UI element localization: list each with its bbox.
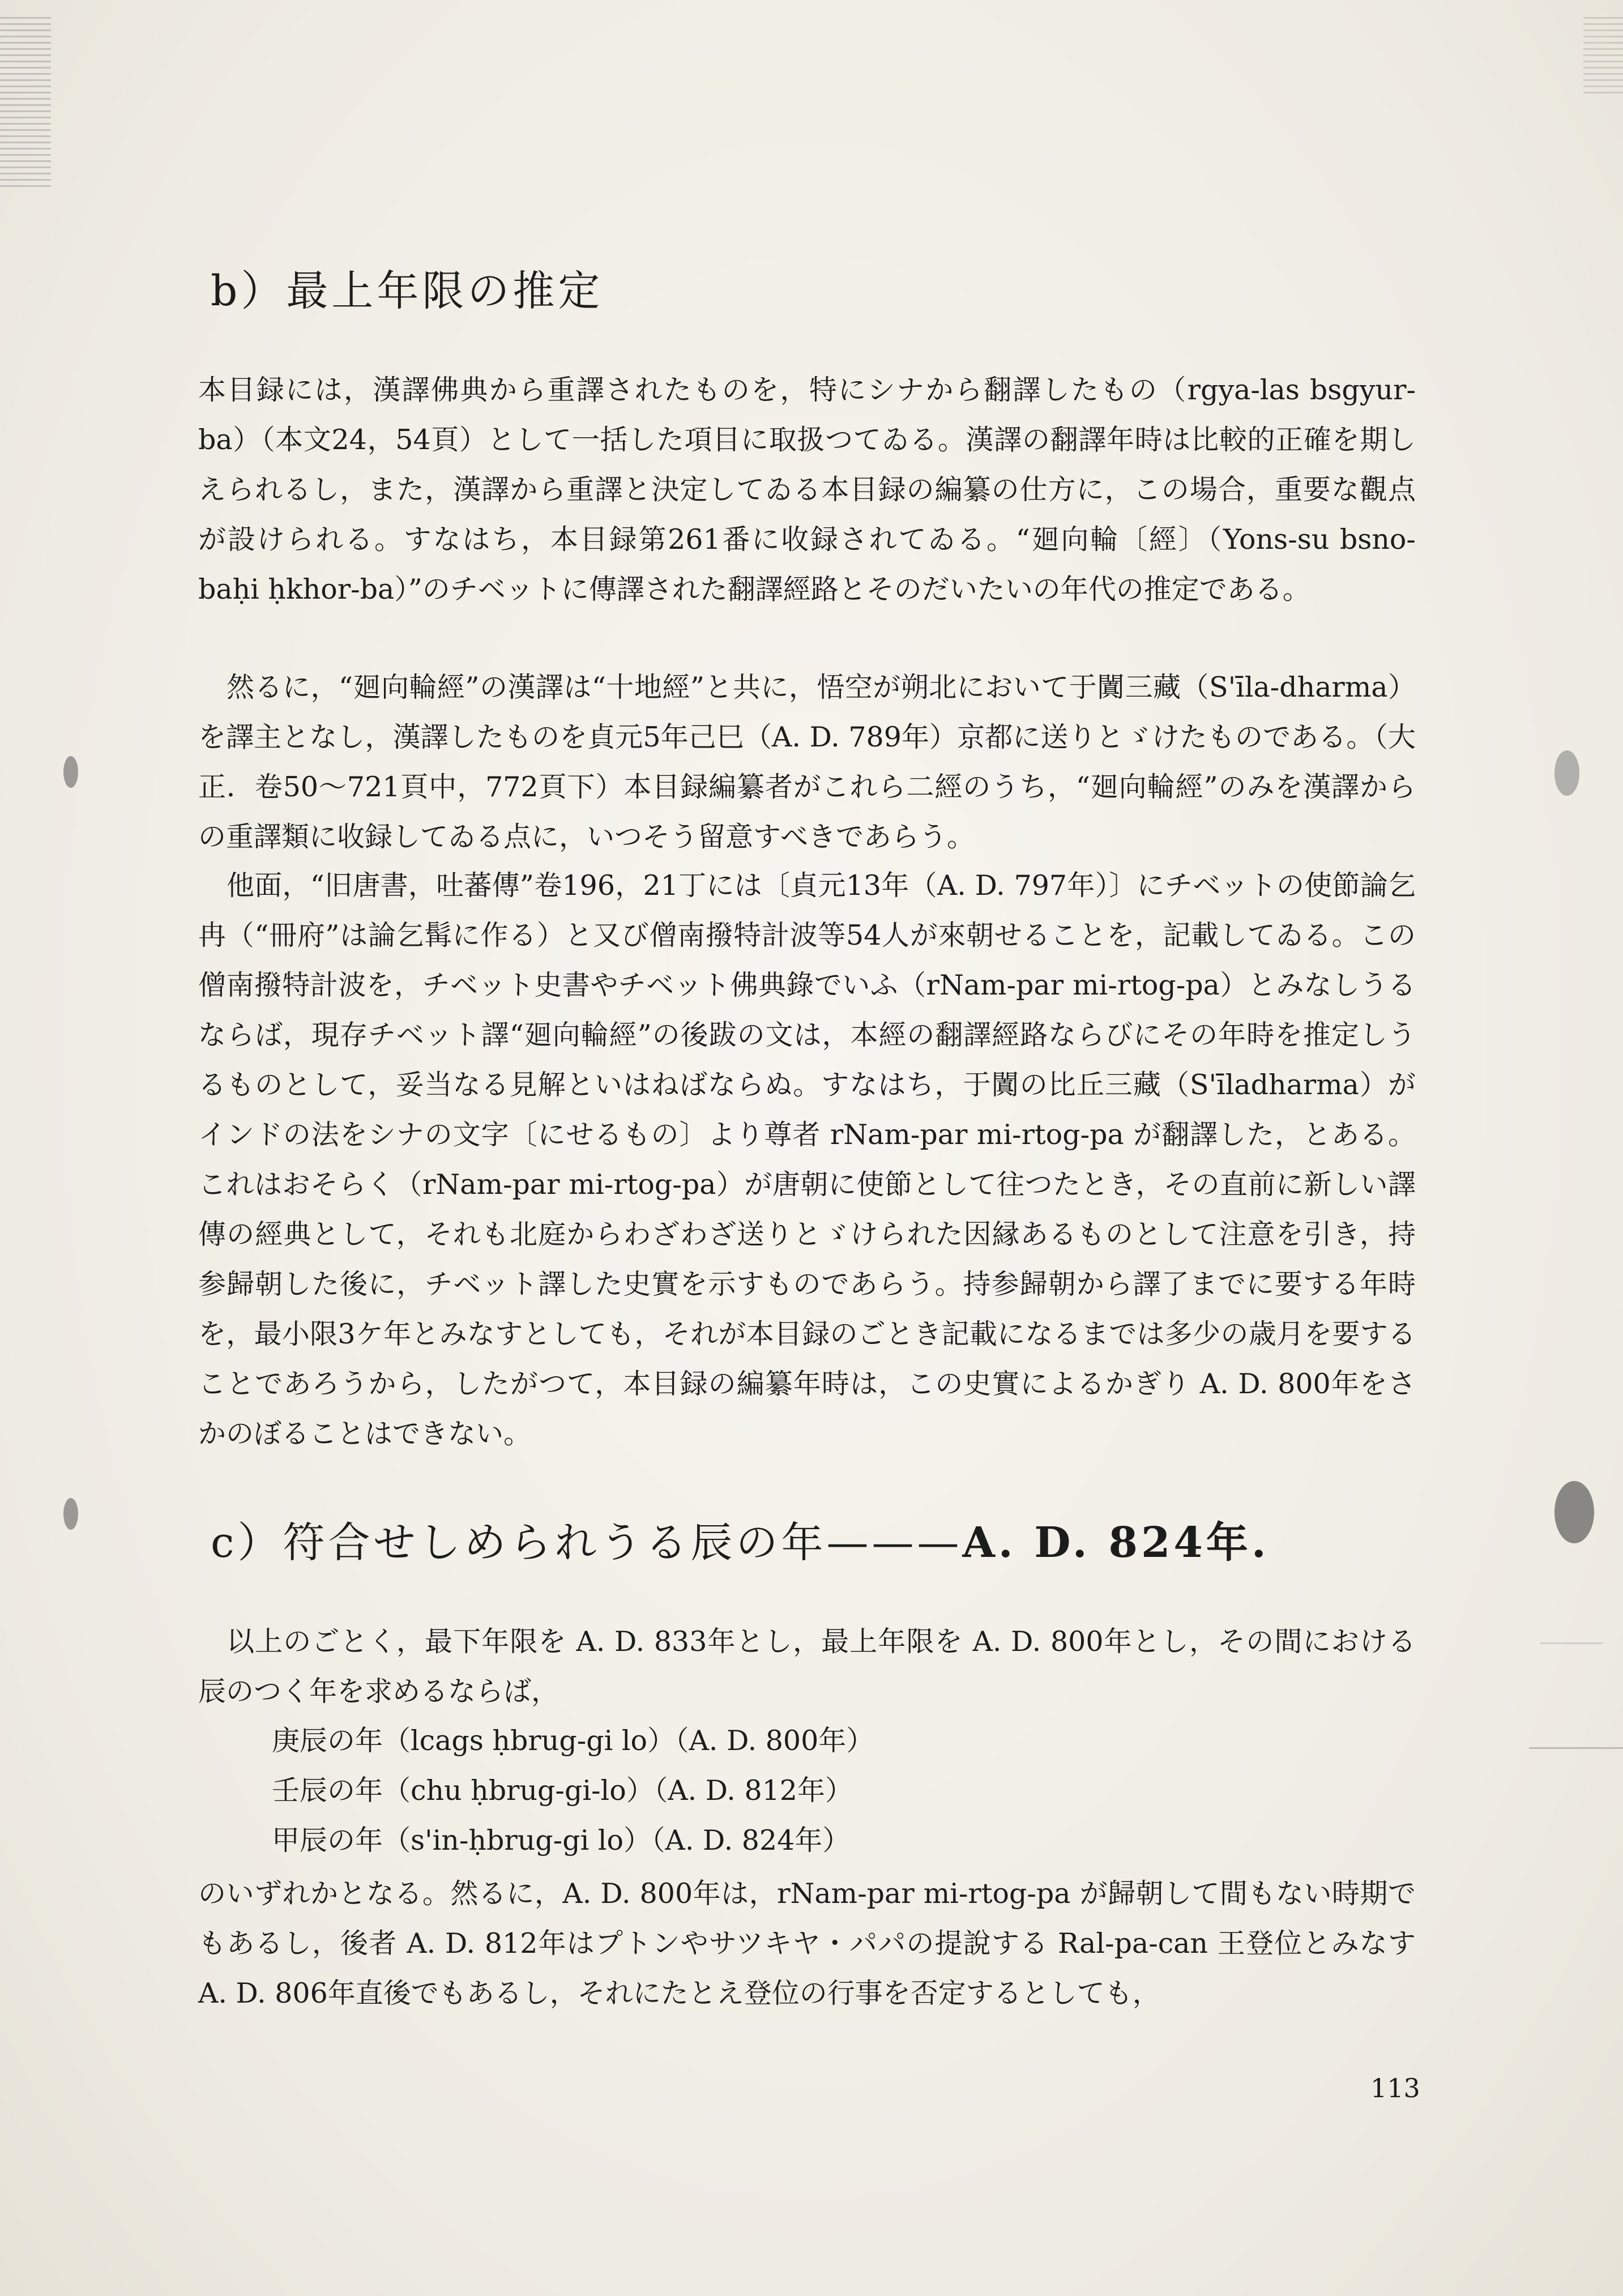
section-b-paragraph-1: 本目録には，漢譯佛典から重譯されたものを，特にシナから翻譯したもの（rgya-las bsgyur-ba）（本文24，54頁）として一括した項目に取扱つてゐる。漢譯の翻譯年時は比較的正確を期しえられるし，また，漢譯から重譯と決定してゐる本目録の編纂の仕方に，この場合，重要な觀点が設けられる。すなはち，本目録第261番に收録されてゐる。“廻向輪〔經〕（Yons-su bsno-baḥi ḥkhor-ba）”のチベットに傳譯された翻譯經路とそのだいたいの年代の推定である。 [198, 374, 1416, 605]
section-c-conclusion: のいずれかとなる。然るに，A. D. 800年は，rNam-par mi-rtog-pa が歸朝して間もない時期でもあるし，後者 A. D. 812年はプトンやサツキヤ・パパの提說する Ral-pa-can 王登位とみなす A. D. 806年直後でもあるし，それにたとえ登位の行事を否定するとしても， [198, 1877, 1416, 2009]
scan-line-artifact [1540, 1642, 1603, 1644]
section-b-paragraph-3: 他面，“旧唐書，吐蕃傳”卷196，21丁には〔貞元13年（A. D. 797年）〕にチベットの使節論乞冉（“冊府”は論乞髯に作る）と又び僧南撥特計波等54人が來朝せることを，記載してゐる。この僧南撥特計波を，チベット史書やチベット佛典錄でいふ（rNam-par mi-rtog-pa）とみなしうるならば，現存チベット譯“廻向輪經”の後跋の文は，本經の翻譯經路ならびにその年時を推定しうるものとして，妥当なる見解といはねばならぬ。すなはち，于闐の比丘三藏（S'īladharma）がインドの法をシナの文字〔にせるもの〕より尊者 rNam-par mi-rtog-pa が翻譯した，とある。これはおそらく（rNam-par mi-rtog-pa）が唐朝に使節として往つたとき，その直前に新しい譯傳の經典として，それも北庭からわざわざ送りとゞけられた因縁あるものとして注意を引き，持参歸朝した後に，チベット譯した史實を示すものであらう。持参歸朝から譯了までに要する年時を，最小限3ケ年とみなすとしても，それが本目録のごとき記載になるまでは多少の歳月を要することであろうから，したがつて，本目録の編纂年時は，この史實によるかぎり A. D. 800年をさかのぼることはできない。 [198, 869, 1416, 1450]
binding-hole-mark [1554, 1481, 1594, 1543]
binding-hole-mark [63, 756, 78, 788]
section-b-heading: b）最上年限の推定 [211, 267, 604, 315]
section-b-paragraph-2: 然るに，“廻向輪經”の漢譯は“十地經”と共に，悟空が朔北において于闐三藏（S'īla-dharma）を譯主となし，漢譯したものを貞元5年己巳（A. D. 789年）京都に送りとゞけたものである。（大正．卷50～721頁中，772頁下）本目録編纂者がこれら二經のうち，“廻向輪經”のみを漢譯からの重譯類に收録してゐる点に，いつそう留意すべきであらう。 [198, 671, 1416, 853]
binding-hole-mark [63, 1498, 78, 1530]
binding-hole-mark [1554, 750, 1579, 796]
list-item: 甲辰の年（s'in-ḥbrug-gi lo）（A. D. 824年） [272, 1824, 851, 1857]
section-c-heading [211, 1509, 1270, 1569]
scan-edge-noise-left [0, 17, 51, 187]
scan-line-artifact [1529, 1747, 1623, 1749]
scan-edge-noise-right [1583, 17, 1623, 96]
list-item: 壬辰の年（chu ḥbrug-gi-lo）（A. D. 812年） [272, 1774, 853, 1807]
dragon-year-list [272, 1716, 1291, 1866]
section-c-intro: 以上のごとく，最下年限を A. D. 833年とし，最上年限を A. D. 800年とし，その間における辰のつく年を求めるならば， [198, 1625, 1416, 1708]
list-item: 庚辰の年（lcags ḥbrug-gi lo）（A. D. 800年） [272, 1725, 874, 1757]
page-number: 113 [1370, 2073, 1420, 2103]
section-c-heading-year: A. D. 824年. [962, 1518, 1270, 1567]
section-c-heading-main: c）符合せしめられうる辰の年——— [211, 1518, 963, 1567]
